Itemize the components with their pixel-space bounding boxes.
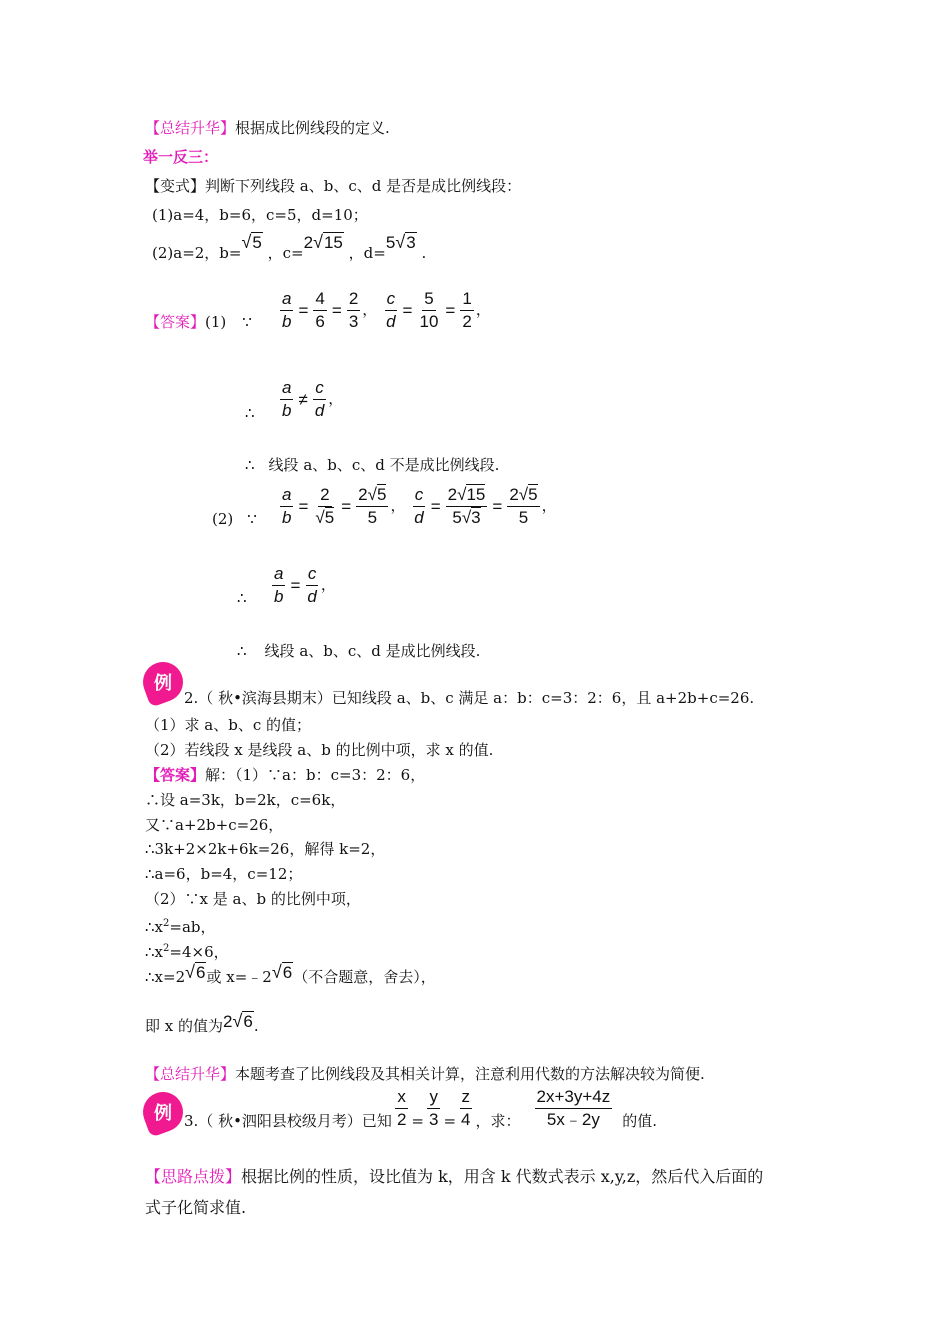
math-text: 2 xyxy=(163,943,170,954)
math-text: 2x+3y+4z xyxy=(535,1086,613,1109)
math-text: √ xyxy=(271,962,282,982)
math-text: 3 xyxy=(471,508,481,527)
math-text: = xyxy=(430,496,441,516)
math-text: 5 xyxy=(518,508,529,527)
math-text: 2√15 xyxy=(446,484,488,507)
math-text: 5√3 xyxy=(452,508,481,527)
example-3-title: 3.（ 秋•泗阳县校级月考）已知 xyxy=(184,1112,392,1130)
math-text: 根据比例的性质，设比值为 k，用含 k 代数式表示 x,y,z，然后代入后面的 xyxy=(241,1167,764,1186)
math-text: d xyxy=(386,312,396,331)
step: ∴设 a=3k，b=2k，c=6k， xyxy=(145,791,346,809)
math-text: c xyxy=(385,288,398,311)
answer-1-inequality xyxy=(278,377,343,422)
math-text: ， xyxy=(362,300,378,319)
answer-2-equation xyxy=(278,484,557,529)
therefore-symbol: ∴ xyxy=(245,404,255,422)
answer-1-label xyxy=(145,312,252,332)
fraction xyxy=(460,288,473,333)
therefore-symbol: ∴ xyxy=(237,589,247,607)
math-text: = xyxy=(298,300,309,320)
ratio-x xyxy=(395,1086,408,1131)
math-text: d xyxy=(414,508,424,527)
answer-2-equality xyxy=(270,563,336,608)
math-text: = xyxy=(492,496,503,516)
equals-sign: = xyxy=(411,1112,424,1130)
math-text: 6 xyxy=(196,963,206,982)
fraction xyxy=(305,563,318,608)
math-text: 2 xyxy=(462,312,472,331)
math-text: √ xyxy=(185,962,196,982)
fraction xyxy=(412,484,425,529)
step xyxy=(145,939,229,962)
math-text: 2 xyxy=(303,233,314,252)
math-text: 6 xyxy=(315,312,325,331)
math-text: ， xyxy=(328,389,344,408)
math-text: b xyxy=(274,587,284,606)
math-text: b xyxy=(282,508,292,527)
variant-q1: (1)a=4，b=6，c=5，d=10； xyxy=(152,206,368,224)
math-text: 例 xyxy=(154,673,172,694)
math-text xyxy=(313,507,336,529)
fraction xyxy=(347,288,360,333)
math-text: (2) xyxy=(212,510,234,528)
math-text: 4 xyxy=(461,1110,471,1129)
math-text: ， xyxy=(390,496,406,515)
sqrt-expression xyxy=(185,963,206,982)
math-text: 3 xyxy=(406,233,416,252)
math-text: c xyxy=(306,563,319,586)
summary-2 xyxy=(145,1064,705,1084)
fraction xyxy=(280,377,293,422)
math-text: ∴x xyxy=(145,943,164,961)
answer-tag: 【答案】 xyxy=(145,313,206,331)
math-text: b xyxy=(282,312,292,331)
summary-text: 根据成比例线段的定义. xyxy=(235,119,390,137)
math-text: 5 xyxy=(376,485,387,504)
fraction xyxy=(280,288,293,333)
example-2-q2: （2）若线段 x 是线段 a、b 的比例中项，求 x 的值. xyxy=(145,741,494,759)
math-text: c xyxy=(313,377,326,400)
math-text: ∴x xyxy=(145,918,164,936)
math-text: 解：（1）∵a：b：c=3：2：6， xyxy=(205,766,426,784)
math-text: 5 xyxy=(367,508,378,527)
math-text: √ xyxy=(241,232,252,252)
step xyxy=(145,962,436,987)
math-text: ∵ xyxy=(247,510,257,528)
math-text: . xyxy=(253,1017,259,1035)
math-text: 5x﹣2y xyxy=(546,1110,600,1129)
math-text: = xyxy=(290,575,301,595)
example-badge-icon xyxy=(137,1086,188,1137)
variant-tag: 【变式】 xyxy=(145,177,206,195)
example-2-answer xyxy=(145,765,425,785)
step: 又∵a+2b+c=26， xyxy=(145,816,284,834)
math-text: 5 xyxy=(385,233,396,252)
q2-text: (2)a=2，b= xyxy=(152,244,242,262)
math-text: 或 x=﹣2 xyxy=(206,968,272,986)
math-text: a xyxy=(280,377,293,400)
fraction xyxy=(280,484,293,529)
math-text: = xyxy=(445,300,456,320)
math-text: 【思路点拨】 xyxy=(145,1167,242,1186)
variant-text: 判断下列线段 a、b、c、d 是否是成比例线段： xyxy=(205,177,522,195)
math-text: 【总结升华】 xyxy=(145,1065,236,1083)
math-text: =ab， xyxy=(169,918,216,936)
fraction xyxy=(356,484,388,529)
math-text: = xyxy=(341,496,352,516)
math-text: c xyxy=(413,484,426,507)
answer-2-label xyxy=(212,509,257,529)
example-badge-icon xyxy=(137,656,188,707)
math-text: 3 xyxy=(348,312,359,331)
math-text: （不合题意，舍去）， xyxy=(293,968,436,986)
math-text: 例 xyxy=(154,1103,172,1124)
math-text: 2√5 xyxy=(507,484,539,507)
math-text: 5 xyxy=(528,485,538,504)
math-text: 5 xyxy=(324,508,335,527)
math-text: z xyxy=(460,1086,473,1109)
sqrt-d xyxy=(386,233,417,252)
fraction xyxy=(417,288,440,333)
practice-heading: 举一反三： xyxy=(143,148,219,166)
sqrt-expression xyxy=(223,1012,254,1031)
math-text: 15 xyxy=(323,233,343,252)
math-text: 2√5 xyxy=(356,484,388,507)
math-text: 2 xyxy=(318,484,331,507)
summary-tag: 【总结升华】 xyxy=(145,119,236,137)
math-text: 2 xyxy=(396,1110,407,1129)
math-text: a xyxy=(280,288,293,311)
math-text: y xyxy=(427,1086,440,1109)
math-text: √ xyxy=(313,232,323,252)
math-text: 6 xyxy=(282,963,293,982)
sqrt-b xyxy=(241,233,262,252)
q2-text: ，d= xyxy=(348,244,386,262)
step: ∴a=6，b=4，c=12； xyxy=(145,865,303,883)
step xyxy=(145,914,216,937)
math-text: ∴ xyxy=(237,642,247,660)
example-3-end: 的值. xyxy=(622,1112,658,1130)
example-2-q1: （1）求 a、b、c 的值； xyxy=(145,716,312,734)
sqrt-c xyxy=(304,233,344,252)
example-3-line xyxy=(184,1086,657,1131)
math-text: 2 xyxy=(358,485,368,504)
variant-question xyxy=(145,176,521,196)
math-text: 2 xyxy=(347,288,360,311)
math-text: 线段 a、b、c、d 是成比例线段. xyxy=(264,642,481,660)
math-text: d xyxy=(307,587,317,606)
math-text: 即 x 的值为 xyxy=(145,1017,223,1035)
math-text: 5 xyxy=(422,288,435,311)
math-text: 6 xyxy=(243,1012,253,1031)
math-text: = xyxy=(298,496,309,516)
math-text: ， xyxy=(541,496,557,515)
answer-1-conclusion xyxy=(245,455,499,475)
step: （2）∵x 是 a、b 的比例中项， xyxy=(145,890,361,908)
equals-sign: = xyxy=(443,1112,457,1130)
final-answer xyxy=(145,1011,259,1036)
q2-text: ，c= xyxy=(267,244,304,262)
fraction xyxy=(507,484,539,529)
example-3-expression xyxy=(535,1086,613,1131)
example-2-title: 2.（ 秋•滨海县期末）已知线段 a、b、c 满足 a：b：c=3：2：6，且 a+2b+c=26. xyxy=(184,689,755,707)
math-text: 5 xyxy=(252,233,262,252)
math-text: 本题考查了比例线段及其相关计算，注意利用代数的方法解决较为简便. xyxy=(235,1065,705,1083)
because-symbol: ∵ xyxy=(242,313,252,331)
sqrt-expression xyxy=(272,963,293,982)
math-text: 2 xyxy=(163,918,170,929)
period: . xyxy=(421,244,427,262)
math-text: 10 xyxy=(419,312,439,331)
math-text: = xyxy=(331,300,342,320)
math-text: ， xyxy=(320,575,336,594)
math-text: 【答案】 xyxy=(145,766,206,784)
math-text: a xyxy=(280,484,293,507)
fraction xyxy=(446,484,488,529)
math-text: 2 xyxy=(447,485,458,504)
ratio-z xyxy=(459,1086,472,1131)
math-text: ∴ xyxy=(245,456,255,474)
fraction xyxy=(313,377,326,422)
math-text: 15 xyxy=(466,485,486,504)
math-text: a xyxy=(272,563,285,586)
answer-1-equation xyxy=(278,288,491,333)
math-text: 1 xyxy=(460,288,473,311)
math-text: ∴x=2 xyxy=(145,968,186,986)
math-text: 2 xyxy=(223,1012,233,1031)
fraction xyxy=(384,288,397,333)
math-text: b xyxy=(282,401,292,420)
math-text: 线段 a、b、c、d 不是成比例线段. xyxy=(268,456,500,474)
step: ∴3k+2×2k+6k=26，解得 k=2， xyxy=(145,840,386,858)
part-label: (1) xyxy=(205,313,227,331)
fraction xyxy=(272,563,285,608)
math-text: 4 xyxy=(313,288,326,311)
fraction xyxy=(313,484,336,529)
math-text: ， xyxy=(475,300,491,319)
hint-line-2: 式子化简求值. xyxy=(145,1198,247,1217)
math-text: =4×6， xyxy=(169,943,229,961)
fraction xyxy=(313,288,326,333)
math-text: = xyxy=(402,300,413,320)
ratio-y xyxy=(427,1086,440,1131)
math-text: d xyxy=(314,401,325,420)
answer-2-conclusion xyxy=(237,641,480,661)
example-3-mid: ，求： xyxy=(475,1112,521,1130)
variant-q2 xyxy=(152,232,427,263)
summary-1 xyxy=(145,118,390,138)
math-text: 2 xyxy=(509,485,519,504)
math-text: 3 xyxy=(428,1110,439,1129)
math-text: √ xyxy=(315,508,325,527)
hint-line-1 xyxy=(145,1167,763,1187)
math-text: ≠ xyxy=(298,389,308,409)
math-text: √ xyxy=(232,1011,243,1031)
math-text: √ xyxy=(395,232,406,252)
math-text: 5 xyxy=(452,508,462,527)
math-text: x xyxy=(395,1086,408,1109)
